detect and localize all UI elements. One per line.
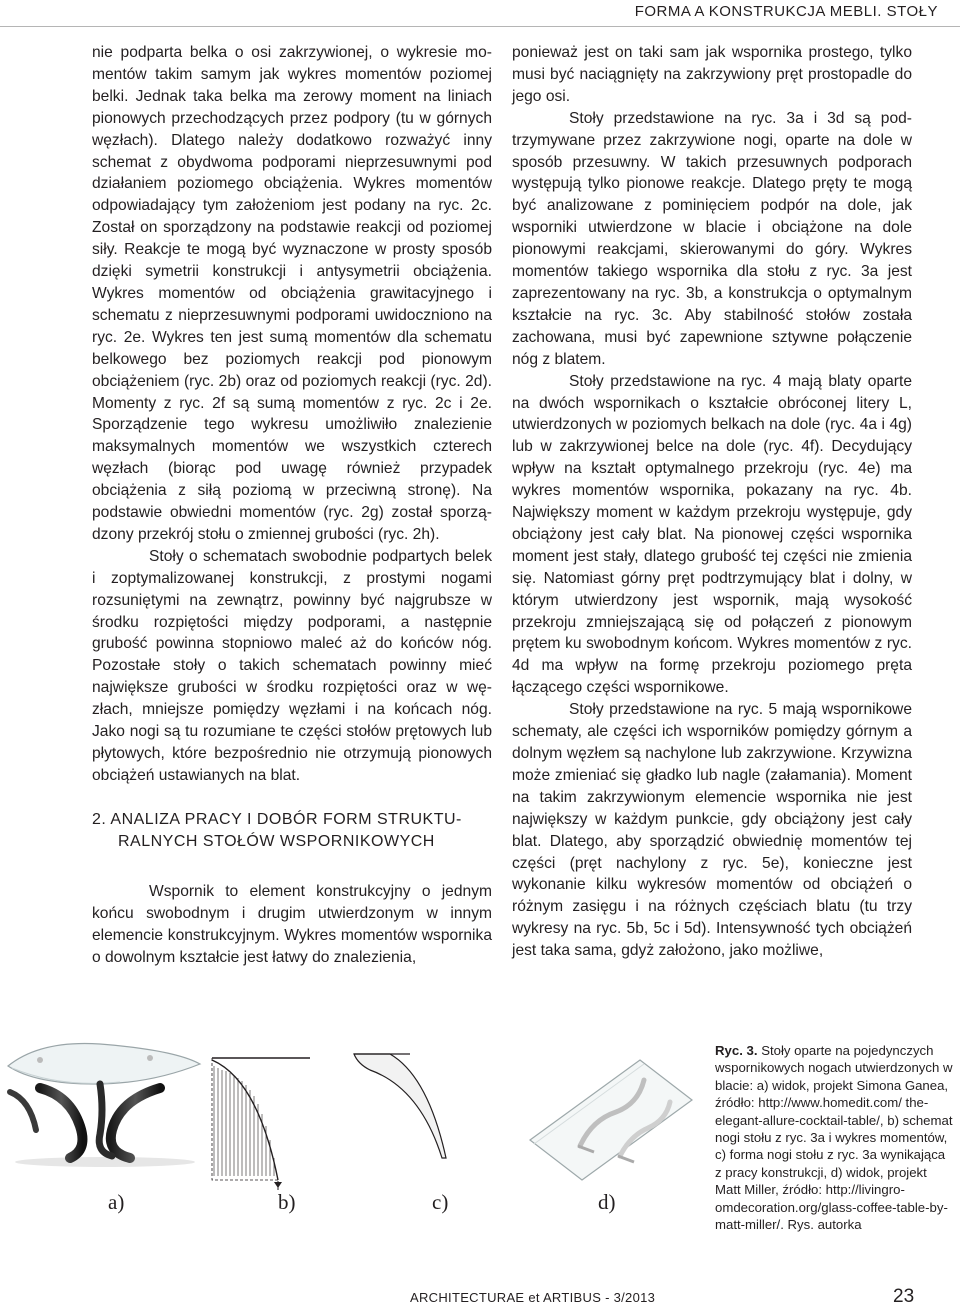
figure-3d-label: d)	[598, 1190, 616, 1214]
running-head-title: FORMA A KONSTRUKCJA MEBLI. STOŁY	[634, 3, 938, 20]
caption-label: Ryc. 3.	[715, 1043, 758, 1058]
right-paragraph-4: Stoły przedstawione na ryc. 5 mają wspornikowe schematy, ale części ich wsporników pomiędzy górnym a dolnym węzłem są nachylone lub zakrzywione. Krzywizna może zmieniać się gładko lub nagle (załamania). Moment na takim zakrzywionym elemencie wspornika nie jest największy w każdym punkcie, gdy obciążony jest cały blat. Dlatego, aby sporządzić obwiednię momentów tej części (pręt nachylony z ryc. 5e), konieczne jest wykonanie kilku wykresów momentów od obciążeń o różnym zasięgu i na różnych częściach blatu (tu trzy wykresy na ryc. 5b, 5c i 5d). Intensywność tych obciążeń jest taka sama, gdyż założono, jako możliwe,	[512, 701, 912, 960]
figure-3b-diagram	[200, 1040, 340, 1190]
left-paragraph-3: Wspornik to element konstrukcyjny o jednym końcu swobodnym i drugim utwierdzonym w innym elemencie konstrukcyjnym. Wykres momentów wspornika o dowolnym kształcie jest łatwy do znalezienia,	[92, 882, 492, 966]
left-paragraph-2: Stoły o schematach swobodnie podpartych belek i zoptymalizowanej konstrukcji, z prostymi nogami rozsuniętymi na zewnątrz, powinny być najgrubsze w środku rozpiętości między podporami, a następnie grubość powinna stopniowo maleć aż do końców nóg. Pozostałe stoły o takich schematach powinny mieć największe grubości w środku rozpiętości oraz w węzłach, mniejsze pomiędzy węzłami i na końcach nóg. Jako nogi są tu rozumiane te części stołów prętowych lub płytowych, które bezpośrednio nie otrzymują pionowych obciążeń ustawianych na blat.	[92, 547, 492, 784]
footer-journal: ARCHITECTURAE et ARTIBUS - 3/2013	[410, 1290, 656, 1305]
page-footer	[0, 1286, 960, 1306]
figure-3d-photo	[520, 1040, 700, 1190]
running-head	[0, 0, 960, 27]
left-column	[92, 42, 492, 968]
figure-3c-label: c)	[432, 1190, 449, 1214]
figure-3a-label: a)	[108, 1190, 125, 1214]
section-heading: 2. ANALIZA PRACY I DOBÓR FORM STRUKTURALNYCH STOŁÓW WSPORNIKOWYCH	[92, 810, 462, 850]
figure-3b-label: b)	[278, 1190, 296, 1214]
right-paragraph-1: ponieważ jest on taki sam jak wspornika prostego, tylko musi być naciągnięty na zakrzywiony pręt prostopadle do jego osi.	[512, 44, 912, 105]
figure-3a-photo	[0, 1030, 210, 1170]
figure-3c-form	[350, 1040, 460, 1190]
left-paragraph-1: nie podparta belka o osi zakrzywionej, o wykresie momentów takim samym jak wykres momentów poziomej belki. Jednak taka belka ma zerowy moment na liniach pionowych przechodzących przez podpory (tu w górnych węzłach). Dlatego należy dodatkowo rozważyć inny schemat z obydwoma podporami nieprzesuwnymi pod działaniem poziomego obciążenia. Wykres momentów odpowiadający tym założeniom jest podany na ryc. 2c. Został on sporządzony na podstawie reakcji od poziomej siły. Reakcje te mogą być wyznaczone w prosty sposób dzięki symetrii konstrukcji i antysymetrii obciążenia. Wykres momentów od obciążenia grawitacyjnego i schematu z nieprzesuwnymi podporami uwidoczniono na ryc. 2e. Wykres ten jest sumą momentów dla schematu belkowego bez poziomych reakcji pod pionowym obciążeniem (ryc. 2b) oraz od poziomych reakcji (ryc. 2d). Momenty z ryc. 2f są sumą momentów z ryc. 2c i 2e. Sporządzenie tego wykresu umożliwiło znalezienie maksymalnych momentów we wszystkich czterech węzłach (biorąc pod uwagę również przypadek obciążenia z siłą poziomą w przeciwną stronę). Na podstawie obwiedni momentów (ryc. 2g) został sporządzony przekrój stołu o zmiennej grubości (ryc. 2h).	[92, 44, 492, 543]
right-column	[512, 42, 912, 962]
figure-caption	[715, 1042, 955, 1233]
caption-text: Stoły oparte na pojedynczych wspornikowych nogach utwierdzonych w blacie: a) widok, projekt Simona Ganea, źródło: http://www.homedit.com/ the-elegant-allure-cocktail-table/, b) schemat nogi stołu z ryc. 3a i wykres momentów, c) forma nogi stołu z ryc. 3a wynikająca z pracy konstrukcji, d) widok, projekt Matt Miller, źródło: http://livingroomdecoration.org/glass-coffee-table-by-matt-miller/. Rys. autorka	[715, 1043, 953, 1233]
figure-3	[0, 1030, 700, 1250]
right-paragraph-3: Stoły przedstawione na ryc. 4 mają blaty oparte na dwóch wspornikach o kształcie obróconej litery L, utwierdzonych w poziomych belkach na dole (ryc. 4a i 4g) lub w zakrzywionej belce na dole (ryc. 4f). Decydujący wpływ na kształt optymalnego przekroju (ryc. 4e) ma wykres momentów wspornika, pokazany na ryc. 4b. Największy moment w każdym przekroju występuje, gdy obciążony jest cały blat. Na pionowej części wspornika moment jest stały, dlatego grubość tej części nie zmienia się. Natomiast górny pręt podtrzymujący blat i dolny, w którym utwierdzony jest wspornik, mają wysokość przekroju zmniejszającą się od połączeń z pionowym prętem ku swobodnym końcom. Wykres momentów z ryc. 4d ma wpływ na formę przekroju poziomego pręta łączącego części wspornikowe.	[512, 372, 912, 697]
right-paragraph-2: Stoły przedstawione na ryc. 3a i 3d są podtrzymywane przez zakrzywione nogi, oparte na dole w sposób przesuwny. W takich przesuwnych podporach występują tylko pionowe reakcje. Dlatego pręty te mogą być analizowane z pominięciem podpór na dole, jak wsporniki utwierdzone w blacie i obciążone na dole pionowymi reakcjami, skierowanymi do góry. Wykres momentów takiego wspornika dla stołu z ryc. 3a jest zaprezentowany na ryc. 3b, a konstrukcja o optymalnym kształcie na ryc. 3c. Aby stabilność stołów została zachowana, musi być zapewnione sztywne połączenie nóg z blatem.	[512, 109, 912, 368]
page-number: 23	[893, 1286, 915, 1307]
